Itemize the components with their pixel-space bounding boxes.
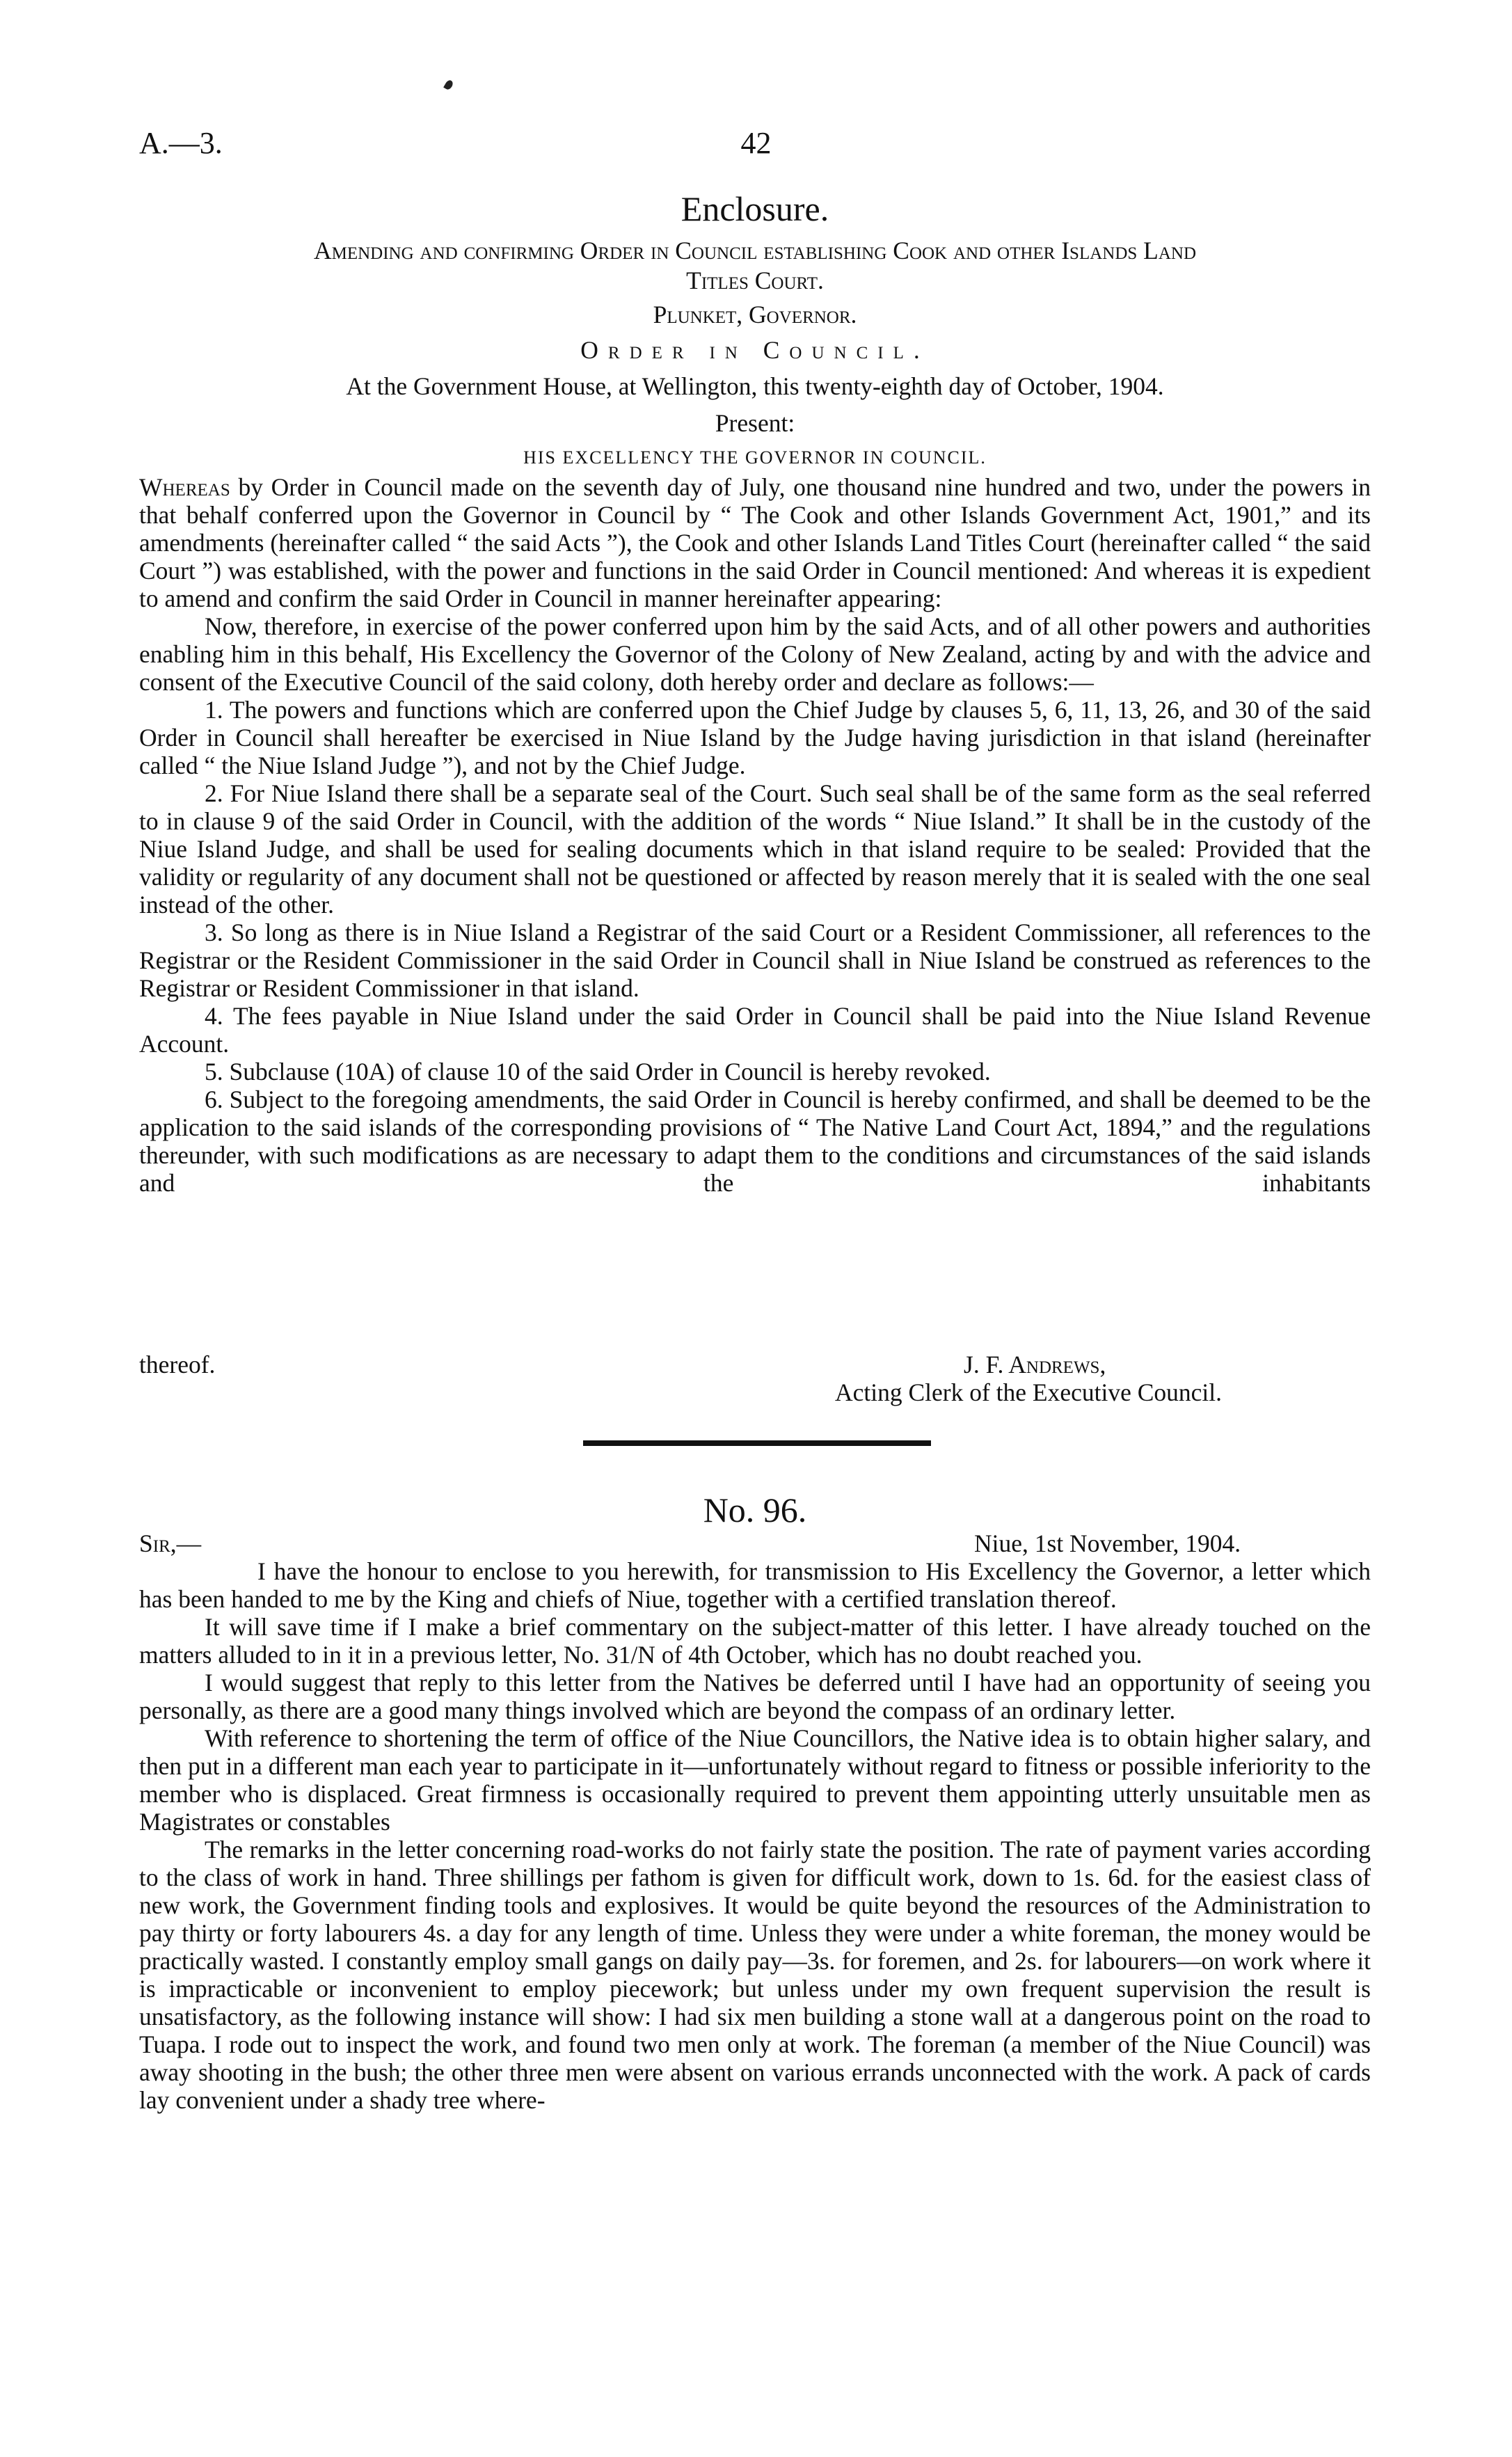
letter-number: No. 96. (703, 1490, 807, 1529)
document-reference: A.—3. (139, 126, 223, 160)
clause-6: 6. Subject to the foregoing amendments, the said Order in Council is hereby confirmed, and shall be deemed to be the application to the said islands of the corresponding provisions of “ The Native Land Court Act, 1894,” and the regulations thereunder, with such modifications as are necessary to adapt them to the conditions and circumstances of the said islands and the inhabitants (139, 1086, 1371, 1197)
page-number: 42 (740, 126, 772, 160)
letter-dateline: Niue, 1st November, 1904. (974, 1529, 1241, 1557)
enclosure-subtitle-line1: Amending and confirming Order in Council establishing Cook and other Islands Land (313, 237, 1197, 264)
letter-paragraph: With reference to shortening the term of office of the Niue Councillors, the Native idea is to obtain higher salary, and then put in a different man each year to participate in it—unfortunately without regard to fitness or possible inferiority to the member who is displaced. Great firmness is occasionally required to prevent them appointing utterly unsuitable men as Magistrates or constables (139, 1724, 1371, 1836)
clause-4: 4. The fees payable in Niue Island under the said Order in Council shall be paid into the Niue Island Revenue Account. (139, 1002, 1371, 1058)
letter-paragraph: I would suggest that reply to this letter from the Natives be deferred until I have had an opportunity of seeing you personally, as there are a good many things involved which are beyond the compass of an ordinary letter. (139, 1669, 1371, 1724)
clause-3: 3. So long as there is in Niue Island a Registrar of the said Court or a Resident Commissioner, all references to the Registrar or the Resident Commissioner in the said Order in Council shall in Niue Island be construed as references to the Registrar or Resident Commissioner in that island. (139, 919, 1371, 1002)
letter-paragraph: The remarks in the letter concerning road-works do not fairly state the position. The rate of payment varies according to the class of work in hand. Three shillings per fathom is given for difficult work, down to 1s. 6d. for the easiest class of new work, the Government finding tools and explosives. It would be quite beyond the resources of the Administration to pay thirty or forty labourers 4s. a day for any length of time. Unless they were under a white foreman, the money would be practically wasted. I constantly employ small gangs on daily pay—3s. for foremen, and 2s. for labourers—on work where it is impracticable or inconvenient to employ piecework; but unless under my own frequent supervision the result is unsatisfactory, as the following instance will show: I had six men building a stone wall at a dangerous point on the road to Tuapa. I rode out to inspect the work, and found two men only at work. The foreman (a member of the Niue Council) was away shooting in the bush; the other three men were absent on various errands unconnected with the work. A pack of cards lay convenient under a shady tree where- (139, 1836, 1371, 2114)
section-divider (583, 1440, 931, 1446)
place-date-line: At the Government House, at Wellington, this twenty-eighth day of October, 1904. (346, 372, 1164, 400)
preamble-text: by Order in Council made on the seventh day of July, one thousand nine hundred and two, under the powers in that behalf conferred upon the Governor in Council by “ The Cook and other Islands Government Act, 1901,” and its amendments (hereinafter called “ the said Acts ”), the Cook and other Islands Land Titles Court (hereinafter called “ the said Court ”) was established, with the power and functions in the said Order in Council mentioned: And whereas it is expedient to amend and confirm the said Order in Council in manner hereinafter appearing: (139, 473, 1371, 612)
letter-paragraph: It will save time if I make a brief commentary on the subject-matter of this letter. I have already touched on the matters alluded to in it in a previous letter, No. 31/N of 4th October, which has no doubt reached you. (139, 1613, 1371, 1669)
present-label: Present: (715, 409, 795, 437)
signatory-title: Acting Clerk of the Executive Council. (835, 1378, 1223, 1406)
present-who: HIS EXCELLENCY THE GOVERNOR IN COUNCIL. (523, 447, 987, 468)
salutation: Sir,— (139, 1529, 202, 1557)
order-in-council-heading: Order in Council. (580, 336, 930, 364)
enclosure-title: Enclosure. (681, 189, 829, 228)
governor-line: Plunket, Governor. (653, 301, 857, 328)
whereas-word: Whereas (139, 473, 230, 501)
clause-6-end: thereof. (139, 1351, 216, 1378)
clause-2: 2. For Niue Island there shall be a separate seal of the Court. Such seal shall be of the same form as the seal referred to in clause 9 of the said Order in Council, with the addition of the words “ Niue Island.” It shall be in the custody of the Niue Island Judge, and shall be used for sealing documents which in that island require to be sealed: Provided that the validity or regularity of any document shall not be questioned or affected by reason merely that it is sealed with the one seal instead of the other. (139, 779, 1371, 919)
signatory-name: J. F. Andrews, (964, 1351, 1106, 1378)
clause-1: 1. The powers and functions which are conferred upon the Chief Judge by clauses 5, 6, 11, 13, 26, and 30 of the said Order in Council shall hereafter be exercised in Niue Island by the Judge having jurisdiction in that island (hereinafter called “ the Niue Island Judge ”), and not by the Chief Judge. (139, 696, 1371, 779)
enclosure-subtitle-line2: Titles Court. (686, 267, 824, 294)
preamble-paragraph (139, 473, 1371, 612)
order-body (139, 473, 1371, 1197)
now-therefore-paragraph: Now, therefore, in exercise of the power conferred upon him by the said Acts, and of all other powers and authorities enabling him in this behalf, His Excellency the Governor of the Colony of New Zealand, acting by and with the advice and consent of the Executive Council of the said colony, doth hereby order and declare as follows:— (139, 612, 1371, 696)
letter-paragraph: I have the honour to enclose to you herewith, for transmission to His Excellency the Governor, a letter which has been handed to me by the King and chiefs of Niue, together with a certified translation thereof. (139, 1557, 1371, 1613)
letter-body (139, 1557, 1371, 2114)
ink-mark (443, 79, 454, 90)
clause-5: 5. Subclause (10A) of clause 10 of the said Order in Council is hereby revoked. (205, 1058, 991, 1086)
